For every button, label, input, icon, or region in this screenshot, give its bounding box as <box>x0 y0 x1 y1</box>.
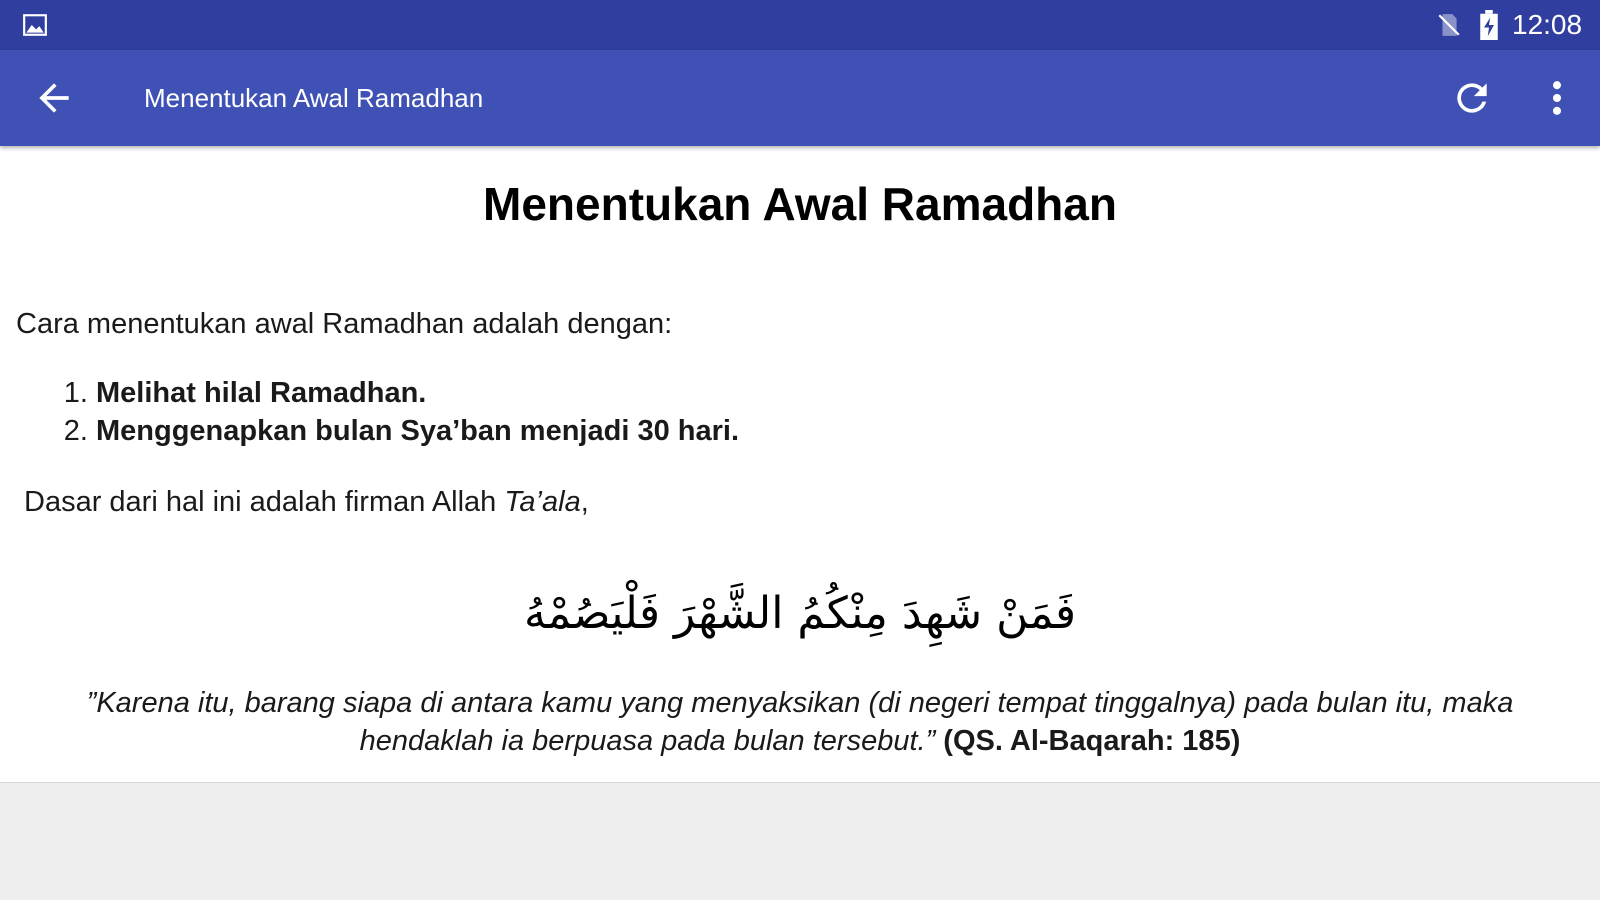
verse-reference: (QS. Al-Baqarah: 185) <box>943 725 1241 757</box>
verse-translation <box>20 684 1580 760</box>
app-bar <box>0 50 1600 146</box>
basis-end: , <box>580 486 589 518</box>
basis-italic: Ta’ala <box>504 486 581 518</box>
battery-charging-icon <box>1478 10 1500 40</box>
steps-list <box>16 374 739 450</box>
more-vert-icon[interactable] <box>1535 76 1579 120</box>
step-text: Melihat hilal Ramadhan. <box>96 377 427 409</box>
article-content <box>0 146 1600 783</box>
back-button[interactable] <box>32 76 76 120</box>
arabic-verse: فَمَنْ شَهِدَ مِنْكُمُ الشَّهْرَ فَلْيَصُمْهُ <box>523 588 1077 639</box>
translation-text: ”Karena itu, barang siapa di antara kamu yang menyaksikan (di negeri tempat tinggalnya) pada bulan itu, maka hendaklah ia berpuasa pada bulan tersebut.” <box>86 687 1514 757</box>
basis-paragraph <box>24 484 589 520</box>
status-clock: 12:08 <box>1512 9 1583 40</box>
article-heading: Menentukan Awal Ramadhan <box>483 178 1117 230</box>
empty-footer-area <box>0 783 1600 900</box>
gallery-icon <box>22 12 48 38</box>
basis-text: Dasar dari hal ini adalah firman Allah <box>24 486 505 518</box>
no-sim-icon <box>1436 12 1462 38</box>
article-intro: Cara menentukan awal Ramadhan adalah dengan: <box>16 308 673 340</box>
list-item <box>96 412 739 450</box>
step-text: Menggenapkan bulan Sya’ban menjadi 30 hari. <box>96 415 739 447</box>
app-bar-title: Menentukan Awal Ramadhan <box>144 83 484 113</box>
status-bar <box>0 0 1600 50</box>
refresh-icon[interactable] <box>1450 76 1494 120</box>
list-item <box>96 374 739 412</box>
